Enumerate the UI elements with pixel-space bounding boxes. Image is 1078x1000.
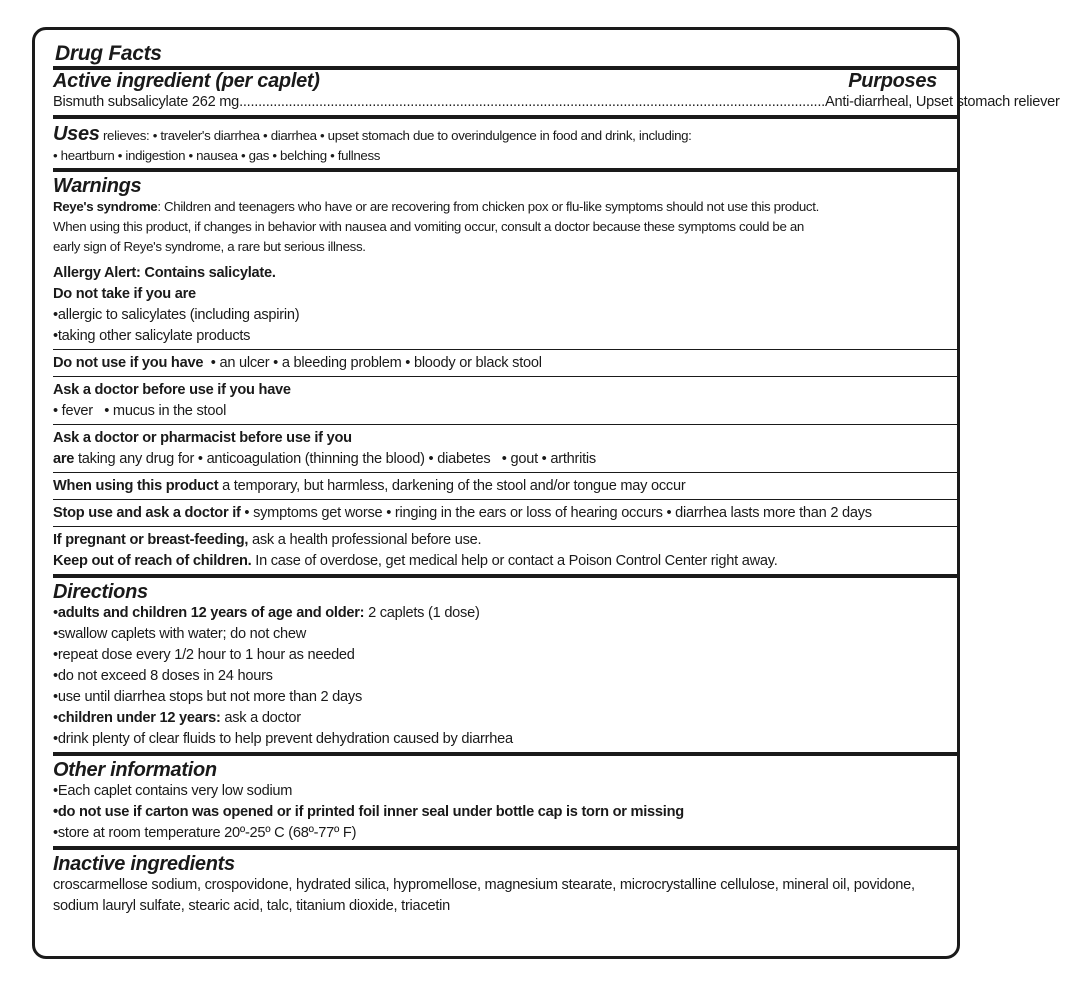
do-not-take-item: • allergic to salicylates (including aspirin): [53, 305, 959, 326]
other-info-item: • Each caplet contains very low sodium: [53, 781, 959, 802]
directions-item: • do not exceed 8 doses in 24 hours: [53, 666, 959, 687]
other-info-section: [53, 756, 959, 846]
warnings-section: [53, 172, 959, 349]
stop-use-text: • symptoms get worse • ringing in the ears or loss of hearing occurs • diarrhea lasts more than 2 days: [240, 505, 872, 521]
drug-facts-title: Drug Facts: [55, 42, 162, 65]
allergy-alert: Allergy Alert: Contains salicylate.: [53, 265, 276, 281]
purposes-heading: Purposes: [848, 70, 937, 92]
active-ingredient-heading: Active ingredient (per caplet): [53, 70, 320, 92]
ask-pharmacist-section: [53, 425, 959, 472]
do-not-use-text: • an ulcer • a bleeding problem • bloody or black stool: [203, 355, 542, 371]
uses-line2: • heartburn • indigestion • nausea • gas • belching • fullness: [53, 148, 381, 163]
leader-dots: ..........................................................................................................................................................: [239, 94, 825, 110]
directions-item-text: 2 caplets (1 dose): [364, 605, 480, 621]
directions-item: • use until diarrhea stops but not more than 2 days: [53, 687, 959, 708]
uses-line1: relieves: • traveler's diarrhea • diarrhea • upset stomach due to overindulgence in food and drink, including:: [102, 128, 692, 143]
do-not-take-item: • taking other salicylate products: [53, 326, 959, 347]
ask-doctor-heading: Ask a doctor before use if you have: [53, 382, 291, 398]
ask-doctor-items: • fever • mucus in the stool: [53, 403, 227, 419]
directions-item: • drink plenty of clear fluids to help prevent dehydration caused by diarrhea: [53, 729, 959, 750]
reye-line3: early sign of Reye's syndrome, a rare but serious illness.: [53, 239, 366, 254]
directions-item-label: adults and children 12 years of age and older:: [57, 605, 365, 621]
active-ingredient-name: Bismuth subsalicylate 262 mg: [53, 94, 240, 110]
pregnant-section: [53, 527, 959, 574]
directions-item-text: ask a doctor: [220, 710, 301, 726]
drug-facts-panel: [32, 27, 1060, 959]
active-header-row: [53, 70, 959, 92]
drug-facts-content: [53, 42, 1060, 919]
uses-section: [53, 119, 959, 168]
keep-out-label: Keep out of reach of children.: [53, 553, 252, 569]
active-ingredient-section: [53, 70, 1060, 115]
active-ingredient-purpose: Anti-diarrheal, Upset stomach reliever: [824, 94, 1060, 110]
pregnant-label: If pregnant or breast-feeding,: [53, 532, 249, 548]
when-using-text: a temporary, but harmless, darkening of the stool and/or tongue may occur: [218, 478, 686, 494]
ask-pharmacist-heading: Ask a doctor or pharmacist before use if you: [53, 430, 352, 446]
when-using-label: When using this product: [53, 478, 219, 494]
when-using-section: [53, 473, 959, 499]
pregnant-text: ask a health professional before use.: [248, 532, 482, 548]
uses-heading: Uses: [53, 123, 100, 145]
directions-item: • repeat dose every 1/2 hour to 1 hour as needed: [53, 645, 959, 666]
directions-section: [53, 578, 959, 752]
other-info-item: • do not use if carton was opened or if printed foil inner seal under bottle cap is torn or missing: [53, 802, 959, 823]
inactive-ingredients-line1: croscarmellose sodium, crospovidone, hydrated silica, hypromellose, magnesium stearate, microcrystalline cellulose, mineral oil, povidone,: [53, 877, 915, 893]
warnings-heading: Warnings: [53, 175, 142, 197]
ask-pharmacist-are: are: [53, 451, 75, 467]
stop-use-section: [53, 500, 959, 526]
stop-use-label: Stop use and ask a doctor if: [53, 505, 241, 521]
reye-text: : Children and teenagers who have or are recovering from chicken pox or flu-like symptoms should not use this product.: [157, 199, 819, 214]
directions-heading: Directions: [53, 581, 148, 603]
directions-item: • swallow caplets with water; do not chew: [53, 624, 959, 645]
ask-pharmacist-text: taking any drug for • anticoagulation (thinning the blood) • diabetes • gout • arthritis: [74, 451, 596, 467]
inactive-ingredients-line2: sodium lauryl sulfate, stearic acid, talc, titanium dioxide, triacetin: [53, 898, 450, 914]
reye-label: Reye's syndrome: [53, 199, 158, 214]
do-not-use-label: Do not use if you have: [53, 355, 204, 371]
directions-item-label: children under 12 years:: [57, 710, 221, 726]
reye-line2: When using this product, if changes in behavior with nausea and vomiting occur, consult a doctor because these symptoms could be an: [53, 219, 804, 234]
keep-out-text: In case of overdose, get medical help or contact a Poison Control Center right away.: [251, 553, 778, 569]
ask-doctor-section: [53, 377, 959, 424]
active-ingredient-row: [53, 92, 1060, 115]
other-info-item: • store at room temperature 20º-25º C (68º-77º F): [53, 823, 959, 844]
do-not-use-section: [53, 350, 959, 376]
other-info-heading: Other information: [53, 759, 217, 781]
inactive-ingredients-section: [53, 850, 959, 919]
inactive-ingredients-heading: Inactive ingredients: [53, 853, 235, 875]
do-not-take-heading: Do not take if you are: [53, 286, 196, 302]
